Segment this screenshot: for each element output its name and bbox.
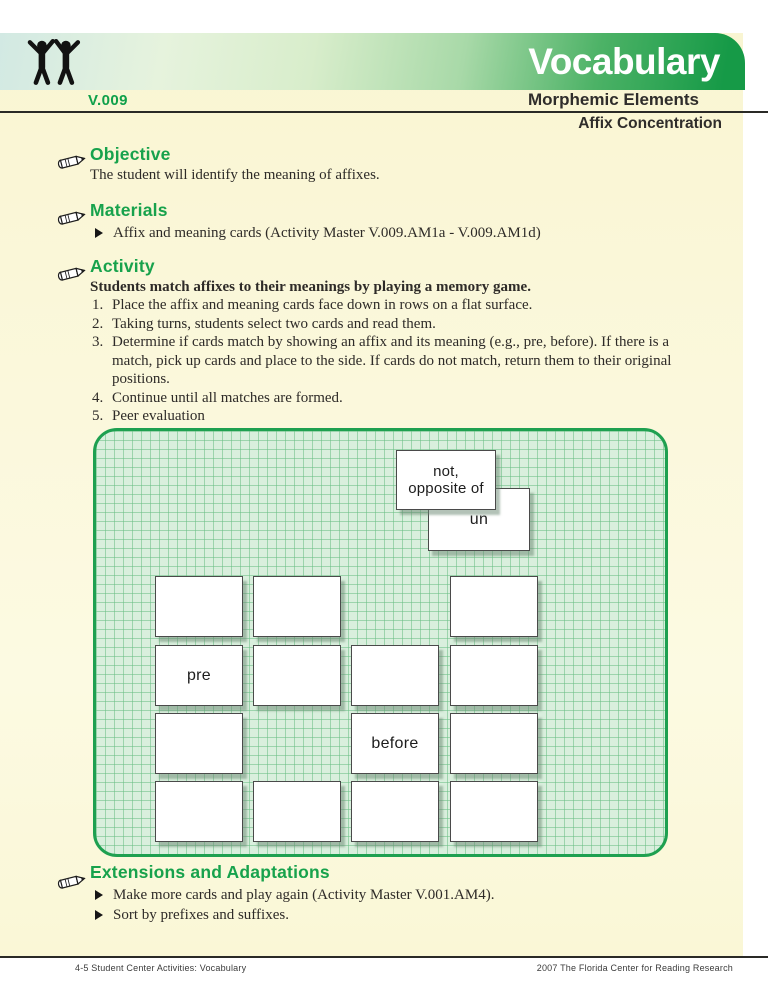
pencil-icon (55, 262, 89, 285)
card-face-down (155, 713, 243, 774)
activity-intro: Students match affixes to their meanings by playing a memory game. (90, 279, 531, 295)
activity-step (92, 389, 677, 408)
activity-step (92, 315, 677, 334)
footer-divider (0, 956, 768, 958)
header-divider (0, 111, 768, 113)
header-strip (0, 90, 745, 111)
strand-label: Morphemic Elements (528, 90, 699, 109)
activity-heading: Activity (90, 256, 155, 276)
card-face-down (351, 645, 439, 706)
partner-students-icon (22, 39, 88, 92)
activity-step (92, 296, 677, 315)
banner-title: Vocabulary (528, 41, 720, 82)
card-face-down (155, 576, 243, 637)
card-face-down (253, 781, 341, 842)
affix-card-label: un (469, 510, 489, 528)
footer-right-text: 2007 The Florida Center for Reading Research (536, 963, 733, 973)
activity-name: Affix Concentration (578, 115, 722, 132)
activity-steps (92, 296, 677, 426)
pencil-icon (55, 206, 89, 229)
step-text: Taking turns, students select two cards and read them. (112, 315, 436, 332)
extensions-list (95, 886, 695, 925)
step-number: 3. (92, 334, 104, 350)
objective-heading: Objective (90, 144, 171, 164)
card-face-down (450, 576, 538, 637)
card-face-down (450, 645, 538, 706)
activity-step (92, 407, 677, 426)
footer-left-text: 4-5 Student Center Activities: Vocabulary (75, 963, 247, 973)
header-banner (0, 33, 745, 90)
card-face-down (155, 781, 243, 842)
step-text: Determine if cards match by showing an affix and its meaning (e.g., pre, before). If there is a match, pick up cards and place to the side. If cards do not match, return them to their original positions. (112, 334, 672, 387)
meaning-card-line1: not, (433, 462, 459, 480)
bullet-triangle-icon (95, 228, 103, 238)
extensions-item-text: Sort by prefixes and suffixes. (113, 906, 289, 923)
activity-step (92, 333, 677, 389)
memory-game-board (93, 428, 668, 857)
step-number: 2. (92, 315, 104, 332)
meaning-card-line2: opposite of (408, 480, 484, 497)
materials-heading: Materials (90, 200, 168, 220)
card-face-down (450, 781, 538, 842)
card-face-up-meaning (396, 450, 496, 510)
card-face-down (253, 645, 341, 706)
pencil-icon (55, 870, 89, 893)
step-number: 5. (92, 408, 104, 424)
materials-item-text: Affix and meaning cards (Activity Master V.009.AM1a - V.009.AM1d) (113, 225, 541, 241)
materials-list (95, 224, 695, 244)
step-number: 1. (92, 297, 104, 313)
step-text: Peer evaluation (112, 408, 205, 424)
extensions-heading: Extensions and Adaptations (90, 862, 330, 882)
step-text: Continue until all matches are formed. (112, 389, 343, 406)
card-face-down (450, 713, 538, 774)
card-face-up-before (351, 713, 439, 774)
card-label: pre (186, 666, 212, 684)
extensions-item (95, 886, 695, 905)
card-label: before (371, 734, 419, 752)
extensions-item-text: Make more cards and play again (Activity Master V.001.AM4). (113, 887, 495, 903)
bullet-triangle-icon (95, 890, 103, 900)
card-face-up-pre (155, 645, 243, 706)
step-text: Place the affix and meaning cards face down in rows on a flat surface. (112, 297, 533, 313)
extensions-item (95, 906, 695, 925)
step-number: 4. (92, 389, 104, 406)
activity-code: V.009 (88, 92, 128, 109)
card-face-down (351, 781, 439, 842)
materials-item (95, 224, 695, 243)
card-face-down (253, 576, 341, 637)
bullet-triangle-icon (95, 910, 103, 920)
objective-body: The student will identify the meaning of affixes. (90, 167, 380, 183)
pencil-icon (55, 150, 89, 173)
